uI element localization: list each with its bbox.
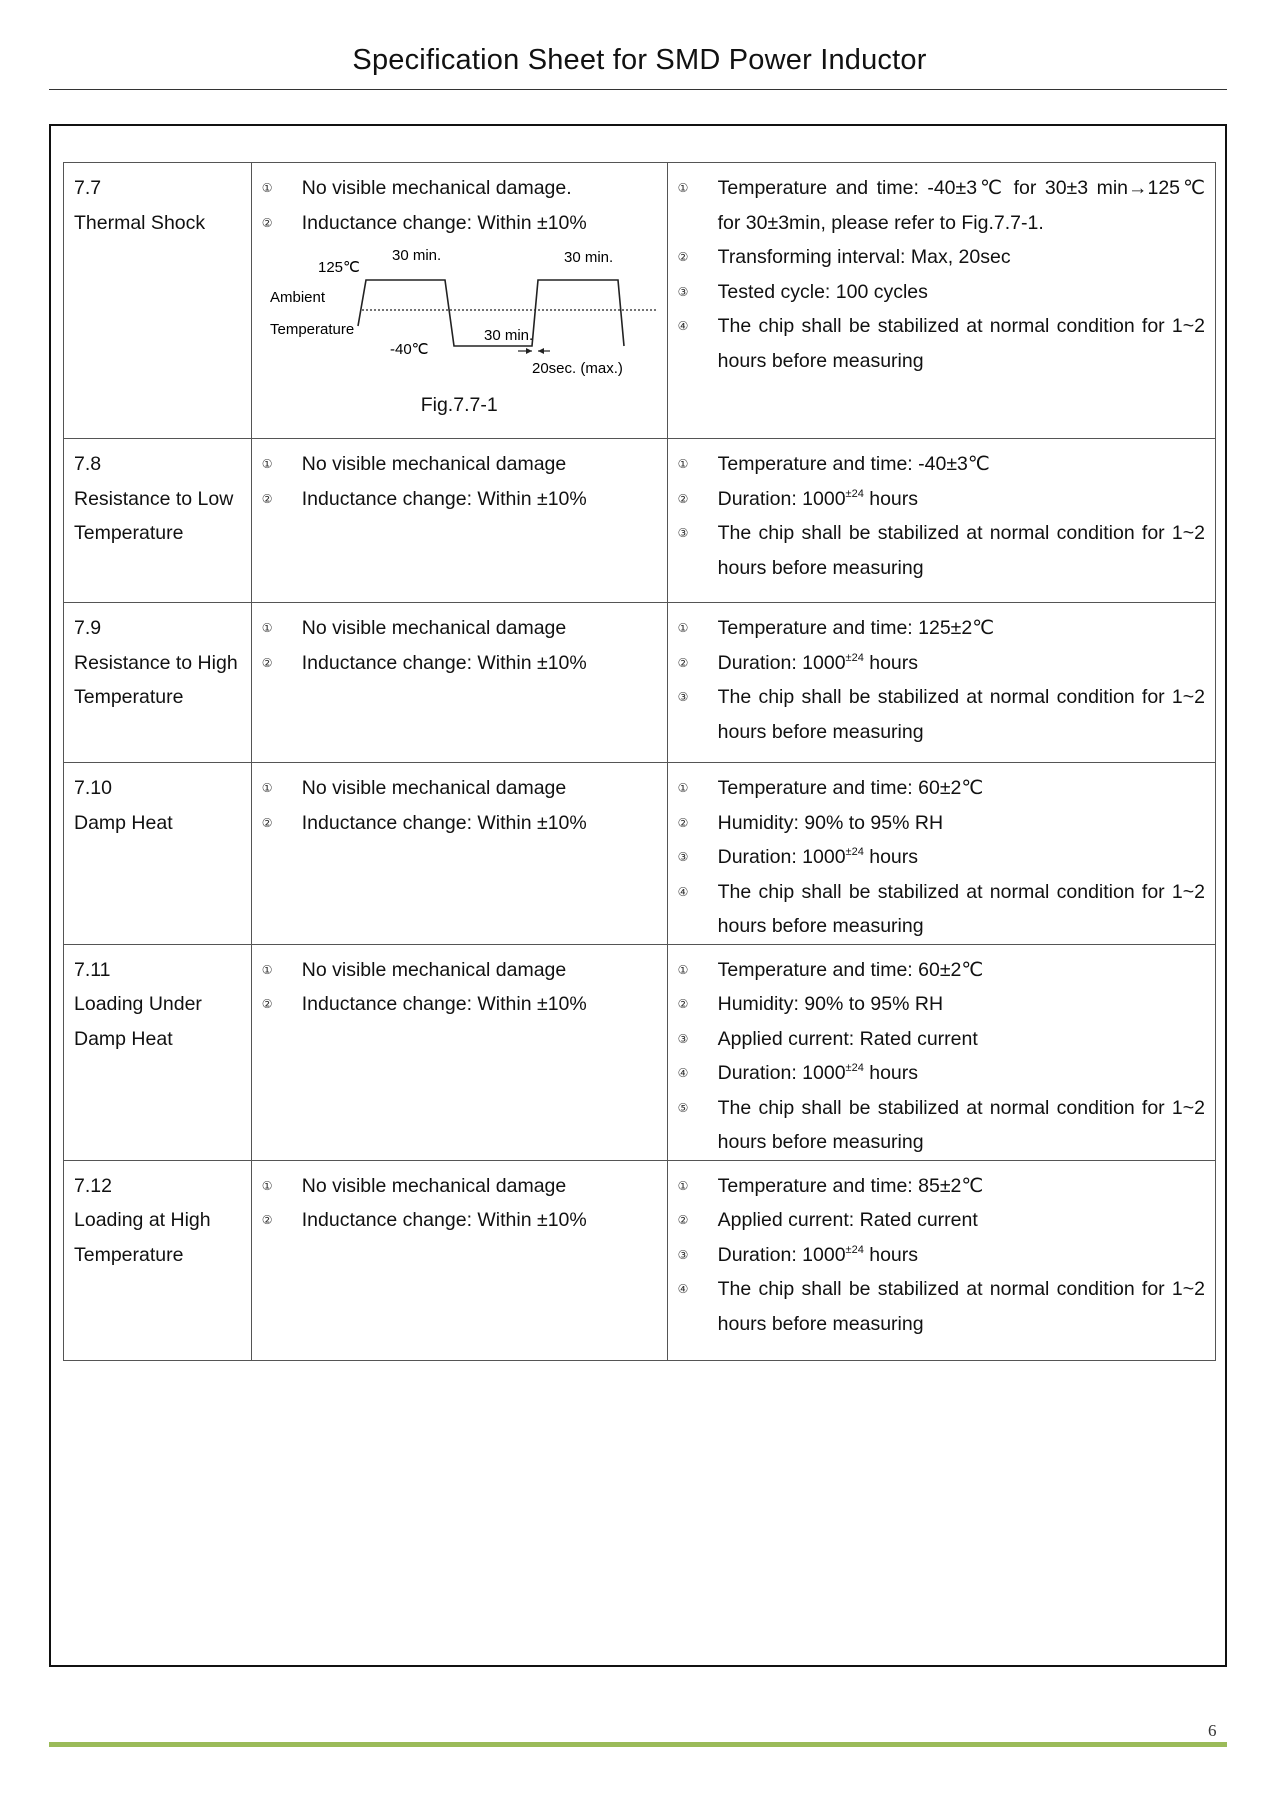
list-item	[262, 646, 657, 681]
list-item	[262, 171, 657, 206]
circled-two-icon: ②	[261, 997, 273, 1011]
requirements-cell	[251, 163, 667, 439]
requirement-text: Inductance change: Within ±10%	[301, 651, 587, 674]
requirements-list	[262, 953, 657, 1022]
conditions-cell	[667, 163, 1215, 439]
requirements-cell	[251, 603, 667, 763]
circled-two-icon: ②	[261, 215, 273, 230]
table-row	[64, 944, 1216, 1160]
circled-one-icon: ①	[261, 621, 273, 635]
duration-tolerance: ±24	[845, 1062, 864, 1074]
requirement-text: Inductance change: Within ±10%	[301, 1209, 587, 1231]
test-number: 7.12	[74, 1174, 112, 1197]
circled-four-icon: ④	[677, 1282, 689, 1296]
condition-text: Temperature and time: 60±2℃	[717, 777, 984, 799]
test-name: Thermal Shock	[74, 211, 206, 234]
conditions-cell	[667, 763, 1215, 945]
circled-three-icon: ③	[677, 1031, 689, 1046]
duration-text: Duration: 1000	[717, 487, 846, 510]
requirements-list	[262, 1169, 657, 1238]
circled-four-icon: ④	[677, 884, 689, 899]
list-item	[678, 840, 1205, 875]
requirements-list	[262, 771, 657, 840]
list-item	[262, 611, 657, 646]
page-title: Specification Sheet for SMD Power Inductor	[352, 44, 927, 76]
list-item	[678, 309, 1205, 378]
test-number: 7.8	[74, 453, 102, 475]
table-row	[64, 1160, 1216, 1360]
list-item	[262, 482, 657, 517]
circled-one-icon: ①	[261, 181, 273, 195]
condition-text: The chip shall be stabilized at normal condition for 1~2 hours before measuring	[717, 315, 1205, 372]
condition-text: Humidity: 90% to 95% RH	[717, 993, 944, 1015]
table-row	[64, 163, 1216, 439]
circled-one-icon: ①	[677, 1178, 689, 1193]
conditions-cell	[667, 439, 1215, 603]
conditions-list	[678, 611, 1205, 749]
circled-four-icon: ④	[677, 319, 689, 333]
conditions-list	[678, 1169, 1205, 1342]
circled-two-icon: ②	[677, 655, 689, 670]
condition-text: Temperature and time: -40±3℃ for 30±3 min→125℃ for 30±3min, please refer to Fig.7.7-1.	[717, 177, 1205, 234]
requirement-text: No visible mechanical damage	[301, 958, 567, 981]
list-item	[678, 240, 1205, 275]
dwell-label: 30 min.	[483, 327, 533, 344]
test-item-cell	[64, 163, 252, 439]
circled-one-icon: ①	[261, 1178, 273, 1193]
test-item-cell	[64, 603, 252, 763]
duration-unit: hours	[863, 487, 919, 510]
test-name: Resistance to Low Temperature	[74, 487, 234, 544]
circled-one-icon: ①	[261, 962, 273, 977]
table-row	[64, 763, 1216, 945]
list-item	[262, 987, 657, 1022]
requirement-text: No visible mechanical damage	[301, 777, 567, 799]
requirements-list	[262, 447, 657, 516]
circled-four-icon: ④	[677, 1066, 689, 1080]
footer-accent-bar	[49, 1742, 1227, 1747]
requirements-list	[262, 171, 657, 240]
test-number: 7.7	[74, 177, 102, 199]
arrowhead-icon	[526, 348, 532, 354]
high-temp-label: 125℃	[317, 259, 360, 276]
dwell-label: 30 min.	[563, 249, 613, 266]
circled-one-icon: ①	[677, 457, 689, 471]
table-row	[64, 439, 1216, 603]
duration-unit: hours	[863, 1243, 919, 1266]
circled-two-icon: ②	[261, 1213, 273, 1227]
requirement-text: No visible mechanical damage	[301, 453, 567, 475]
test-item-cell	[64, 439, 252, 603]
circled-two-icon: ②	[261, 491, 273, 506]
list-item	[678, 611, 1205, 646]
requirements-list	[262, 611, 657, 680]
list-item	[678, 447, 1205, 482]
condition-text: The chip shall be stabilized at normal condition for 1~2 hours before measuring	[717, 1278, 1205, 1335]
test-name: Damp Heat	[74, 811, 173, 834]
duration-unit: hours	[863, 846, 919, 868]
circled-two-icon: ②	[677, 997, 689, 1011]
circled-two-icon: ②	[261, 815, 273, 830]
list-item	[678, 680, 1205, 749]
list-item	[262, 447, 657, 482]
ambient-label-line1: Ambient	[269, 289, 325, 306]
test-number: 7.11	[74, 958, 111, 981]
list-item	[678, 1203, 1205, 1238]
circled-one-icon: ①	[677, 781, 689, 795]
circled-three-icon: ③	[677, 1247, 689, 1262]
list-item	[678, 1238, 1205, 1273]
list-item	[262, 1169, 657, 1204]
circled-three-icon: ③	[677, 284, 689, 299]
circled-two-icon: ②	[677, 250, 689, 264]
requirement-text: No visible mechanical damage	[301, 1174, 567, 1197]
list-item	[678, 953, 1205, 988]
list-item	[678, 1022, 1205, 1057]
condition-text: Applied current: Rated current	[717, 1027, 978, 1050]
list-item	[262, 1203, 657, 1238]
conditions-cell	[667, 944, 1215, 1160]
duration-tolerance: ±24	[845, 1243, 864, 1256]
circled-one-icon: ①	[677, 181, 689, 195]
list-item	[678, 482, 1205, 517]
table-row	[64, 603, 1216, 763]
condition-text: Temperature and time: 60±2℃	[717, 958, 984, 981]
list-item	[262, 771, 657, 806]
list-item	[678, 1169, 1205, 1204]
test-name: Loading at High Temperature	[74, 1209, 211, 1266]
spec-table	[63, 162, 1216, 1361]
spec-table-body	[64, 163, 1216, 1361]
requirements-cell	[251, 763, 667, 945]
circled-one-icon: ①	[261, 457, 273, 471]
circled-one-icon: ①	[677, 962, 689, 977]
list-item	[678, 771, 1205, 806]
ambient-label-line2: Temperature	[269, 321, 354, 338]
test-item-cell	[64, 763, 252, 945]
low-temp-label: -40℃	[389, 341, 429, 358]
list-item	[678, 646, 1205, 681]
requirements-cell	[251, 944, 667, 1160]
duration-unit: hours	[863, 1062, 919, 1084]
dwell-label: 30 min.	[391, 247, 441, 264]
condition-text: The chip shall be stabilized at normal condition for 1~2 hours before measuring	[717, 686, 1205, 743]
condition-text: Tested cycle: 100 cycles	[717, 280, 928, 303]
duration-tolerance: ±24	[845, 487, 864, 500]
duration-tolerance: ±24	[845, 651, 864, 664]
condition-text: Humidity: 90% to 95% RH	[717, 811, 944, 834]
list-item	[678, 275, 1205, 310]
duration-unit: hours	[863, 651, 919, 674]
circled-two-icon: ②	[261, 655, 273, 670]
test-number: 7.9	[74, 617, 102, 639]
requirement-text: Inductance change: Within ±10%	[301, 993, 587, 1015]
conditions-list	[678, 771, 1205, 944]
arrowhead-icon	[538, 348, 544, 354]
duration-text: Duration: 1000	[717, 651, 846, 674]
conditions-list	[678, 953, 1205, 1160]
circled-three-icon: ③	[677, 690, 689, 704]
test-name: Resistance to High Temperature	[74, 651, 238, 708]
circled-two-icon: ②	[677, 815, 689, 830]
requirement-text: No visible mechanical damage	[301, 617, 567, 639]
duration-text: Duration: 1000	[717, 846, 846, 868]
list-item	[678, 1056, 1205, 1091]
condition-text: Temperature and time: 125±2℃	[717, 617, 995, 639]
conditions-list	[678, 171, 1205, 378]
thermal-cycle-figure	[262, 246, 658, 377]
requirement-text: Inductance change: Within ±10%	[301, 211, 587, 234]
title-divider	[49, 89, 1227, 90]
condition-text: The chip shall be stabilized at normal condition for 1~2 hours before measuring	[717, 880, 1205, 937]
condition-text: Temperature and time: -40±3℃	[717, 453, 990, 475]
requirements-cell	[251, 1160, 667, 1360]
conditions-cell	[667, 603, 1215, 763]
requirement-text: Inductance change: Within ±10%	[301, 487, 587, 510]
list-item	[262, 806, 657, 841]
circled-three-icon: ③	[677, 526, 689, 540]
thermal-cycle-diagram	[262, 246, 658, 377]
duration-text: Duration: 1000	[717, 1243, 846, 1266]
page-number: 6	[1208, 1721, 1217, 1740]
condition-text: The chip shall be stabilized at normal condition for 1~2 hours before measuring	[717, 1096, 1205, 1153]
test-name: Loading Under Damp Heat	[74, 993, 202, 1050]
condition-text: Temperature and time: 85±2℃	[717, 1174, 984, 1197]
condition-text: Applied current: Rated current	[717, 1209, 978, 1231]
test-item-cell	[64, 944, 252, 1160]
figure-caption: Fig.7.7-1	[420, 394, 498, 416]
list-item	[262, 953, 657, 988]
list-item	[678, 987, 1205, 1022]
circled-one-icon: ①	[261, 781, 273, 795]
circled-two-icon: ②	[677, 1213, 689, 1227]
list-item	[678, 171, 1205, 240]
list-item	[678, 1272, 1205, 1341]
list-item	[678, 516, 1205, 585]
requirement-text: No visible mechanical damage.	[301, 177, 572, 199]
circled-one-icon: ①	[677, 621, 689, 635]
list-item	[678, 1091, 1205, 1160]
circled-five-icon: ⑤	[677, 1100, 689, 1115]
conditions-cell	[667, 1160, 1215, 1360]
test-item-cell	[64, 1160, 252, 1360]
list-item	[262, 206, 657, 241]
test-number: 7.10	[74, 777, 112, 799]
circled-two-icon: ②	[677, 491, 689, 506]
duration-text: Duration: 1000	[717, 1062, 846, 1084]
duration-tolerance: ±24	[845, 846, 864, 858]
requirements-cell	[251, 439, 667, 603]
condition-text: The chip shall be stabilized at normal condition for 1~2 hours before measuring	[717, 522, 1205, 579]
requirement-text: Inductance change: Within ±10%	[301, 811, 587, 834]
condition-text: Transforming interval: Max, 20sec	[717, 246, 1011, 268]
conditions-list	[678, 447, 1205, 585]
list-item	[678, 875, 1205, 944]
circled-three-icon: ③	[677, 850, 689, 864]
interval-label: 20sec. (max.)	[531, 360, 623, 377]
list-item	[678, 806, 1205, 841]
